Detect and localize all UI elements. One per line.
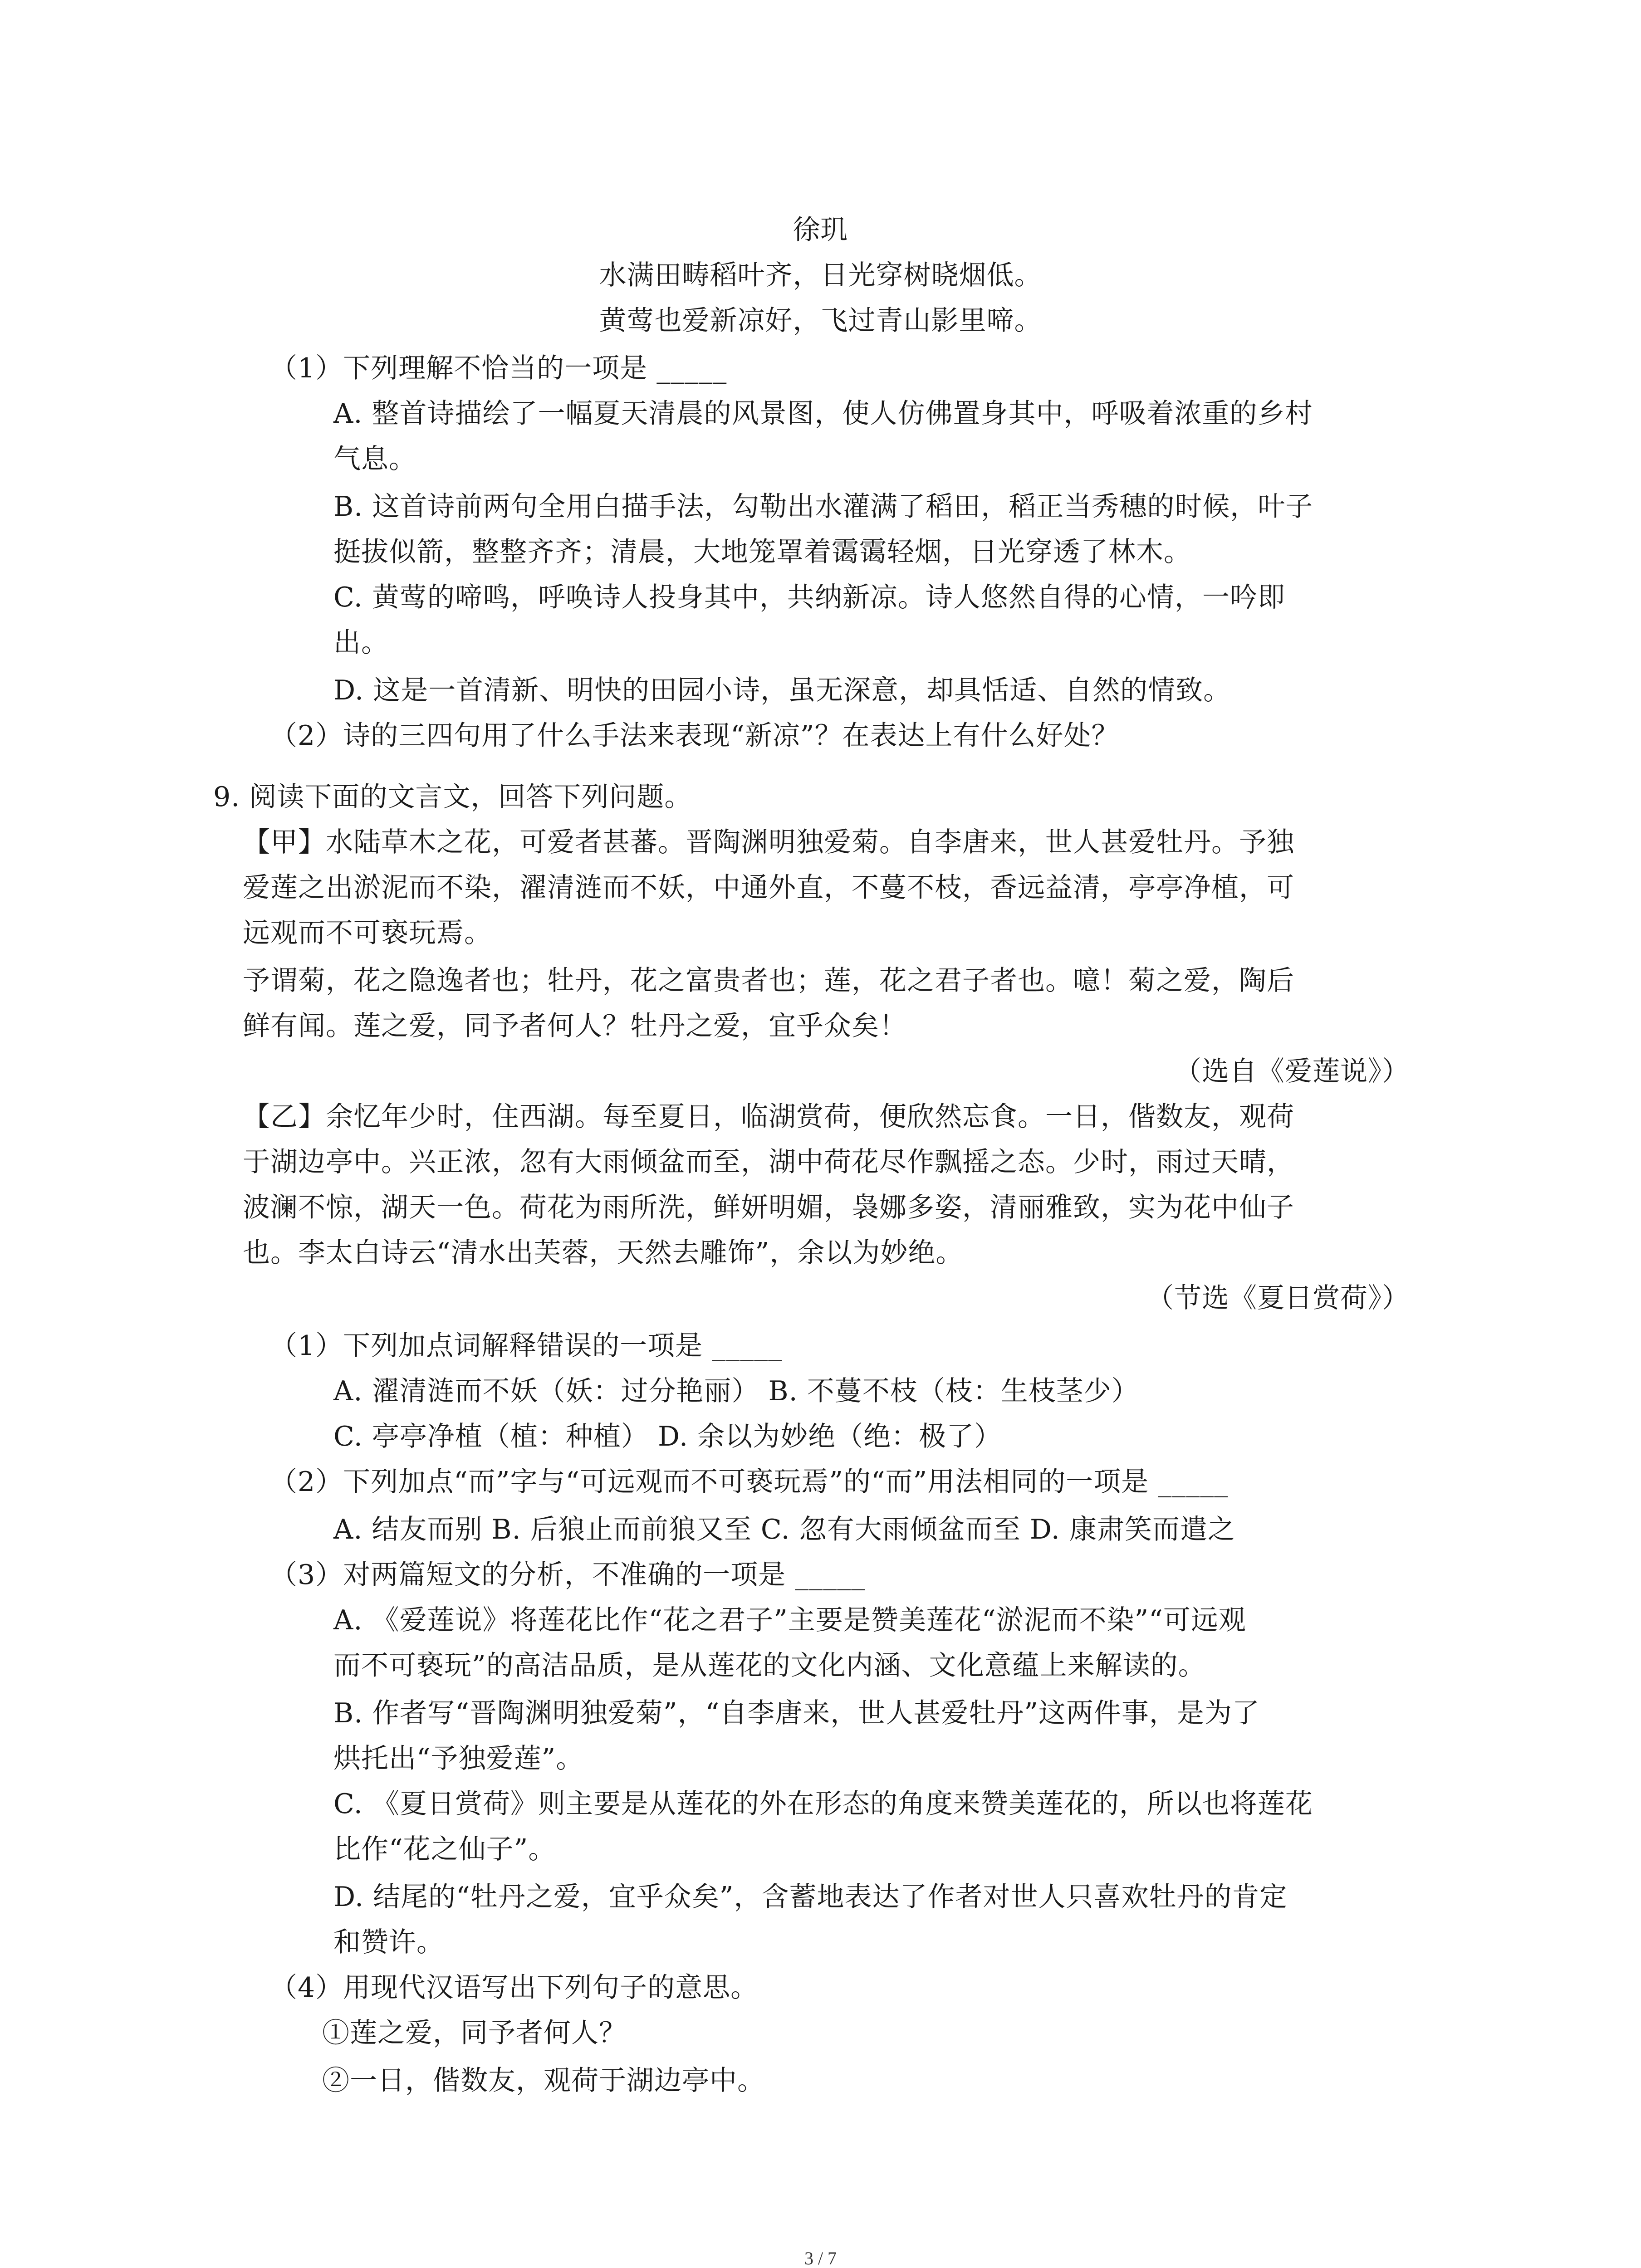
- q9-passage-jia-line1: 【甲】水陆草木之花，可爱者甚蕃。晋陶渊明独爱菊。自李唐来，世人甚爱牡丹。予独: [243, 826, 1294, 858]
- q8-sub1-option-b-line1: B. 这首诗前两句全用白描手法，勾勒出水灌满了稻田，稻正当秀穗的时候，叶子: [333, 491, 1313, 523]
- q9-passage-jia-line2: 爱莲之出淤泥而不染，濯清涟而不妖，中通外直，不蔓不枝，香远益清，亭亭净植，可: [243, 872, 1294, 904]
- q8-sub1-option-d: D. 这是一首清新、明快的田园小诗，虽无深意，却具恬适、自然的情致。: [333, 675, 1231, 706]
- q8-sub2-stem: （2）诗的三四句用了什么手法来表现“新凉”？在表达上有什么好处？: [270, 720, 1119, 752]
- q8-sub1-option-c-line2: 出。: [333, 627, 389, 659]
- q9-title: 9. 阅读下面的文言文，回答下列问题。: [213, 781, 692, 813]
- q9-sub4-item1: ①莲之爱，同予者何人？: [322, 2017, 627, 2049]
- q9-passage-jia-line3: 远观而不可亵玩焉。: [243, 917, 492, 949]
- poem-line-1: 水满田畴稻叶齐，日光穿树晓烟低。: [599, 259, 1042, 291]
- q8-sub1-stem: （1）下列理解不恰当的一项是 _____: [270, 352, 727, 384]
- q9-passage-yi-source: （节选《夏日赏荷》）: [1146, 1282, 1410, 1314]
- q8-sub1-option-c-line1: C. 黄莺的啼鸣，呼唤诗人投身其中，共纳新凉。诗人悠然自得的心情，一吟即: [333, 582, 1285, 613]
- q9-sub3-option-c-line2: 比作“花之仙子”。: [333, 1833, 556, 1865]
- q9-sub3-option-d-line1: D. 结尾的“牡丹之爱，宜乎众矣”，含蓄地表达了作者对世人只喜欢牡丹的肯定: [333, 1881, 1288, 1913]
- q9-passage-yi-line2: 于湖边亭中。兴正浓，忽有大雨倾盆而至，湖中荷花尽作飘摇之态。少时，雨过天晴，: [243, 1146, 1294, 1178]
- q9-sub3-option-c-line1: C. 《夏日赏荷》则主要是从莲花的外在形态的角度来赞美莲花的，所以也将莲花: [333, 1788, 1313, 1820]
- q9-sub3-option-b-line2: 烘托出“予独爱莲”。: [333, 1743, 584, 1774]
- q9-sub3-option-a-line2: 而不可亵玩”的高洁品质，是从莲花的文化内涵、文化意蕴上来解读的。: [333, 1650, 1206, 1681]
- q9-sub1-options-cd: C. 亭亭净植（植：种植） D. 余以为妙绝（绝：极了）: [333, 1421, 1002, 1452]
- q9-sub3-option-a-line1: A. 《爱莲说》将莲花比作“花之君子”主要是赞美莲花“淤泥而不染”“可远观: [333, 1604, 1246, 1636]
- q9-sub4-item2: ②一日，偕数友，观荷于湖边亭中。: [322, 2065, 765, 2097]
- q9-passage-yi-line3: 波澜不惊，湖天一色。荷花为雨所洗，鲜妍明媚，袅娜多姿，清丽雅致，实为花中仙子: [243, 1192, 1294, 1223]
- q9-sub4-stem: （4）用现代汉语写出下列句子的意思。: [270, 1972, 759, 2004]
- q9-sub1-options-ab: A. 濯清涟而不妖（妖：过分艳丽） B. 不蔓不枝（枝：生枝茎少）: [333, 1375, 1139, 1407]
- q9-sub3-stem: （3）对两篇短文的分析，不准确的一项是 _____: [270, 1559, 866, 1591]
- q9-passage-yi-line4: 也。李太白诗云“清水出芙蓉，天然去雕饰”，余以为妙绝。: [243, 1237, 964, 1269]
- q9-passage-jia-source: （选自《爱莲说》）: [1174, 1056, 1410, 1087]
- q9-sub1-stem: （1）下列加点词解释错误的一项是 _____: [270, 1330, 783, 1362]
- q9-passage-jia-line5: 鲜有闻。莲之爱，同予者何人？牡丹之爱，宜乎众矣！: [243, 1010, 907, 1042]
- q9-sub2-stem: （2）下列加点“而”字与“可远观而不可亵玩焉”的“而”用法相同的一项是 _____: [270, 1466, 1229, 1498]
- page-number: 3 / 7: [804, 2248, 837, 2268]
- q8-sub1-option-a-line1: A. 整首诗描绘了一幅夏天清晨的风景图，使人仿佛置身其中，呼吸着浓重的乡村: [333, 398, 1313, 430]
- q9-sub3-option-b-line1: B. 作者写“晋陶渊明独爱菊”，“自李唐来，世人甚爱牡丹”这两件事，是为了: [333, 1697, 1260, 1729]
- poem-line-2: 黄莺也爱新凉好，飞过青山影里啼。: [599, 305, 1042, 337]
- q8-sub1-option-a-line2: 气息。: [333, 443, 416, 475]
- q8-sub1-option-b-line2: 挺拔似箭，整整齐齐；清晨，大地笼罩着霭霭轻烟，日光穿透了林木。: [333, 536, 1191, 568]
- q9-passage-jia-line4: 予谓菊，花之隐逸者也；牡丹，花之富贵者也；莲，花之君子者也。噫！菊之爱，陶后: [243, 965, 1294, 997]
- q9-sub3-option-d-line2: 和赞许。: [333, 1926, 444, 1958]
- q9-passage-yi-line1: 【乙】余忆年少时，住西湖。每至夏日，临湖赏荷，便欣然忘食。一日，偕数友，观荷: [243, 1101, 1294, 1133]
- q9-sub2-options: A. 结友而别 B. 后狼止而前狼又至 C. 忽有大雨倾盆而至 D. 康肃笑而遣之: [333, 1514, 1235, 1545]
- poem-author: 徐玑: [793, 214, 848, 246]
